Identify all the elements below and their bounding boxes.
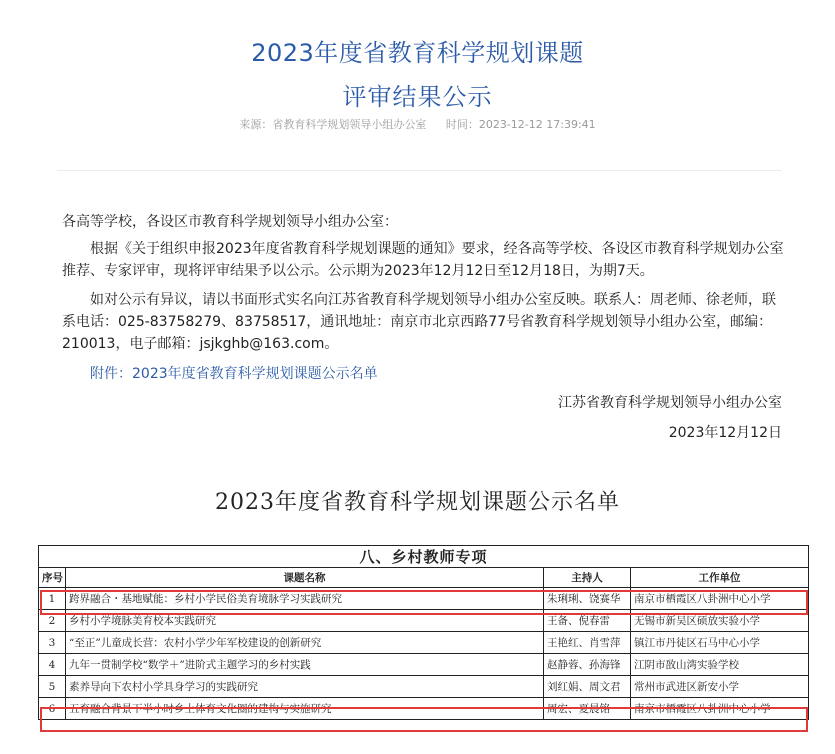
row-host: 赵静蓉、孙海锋 (544, 654, 631, 676)
row-name: 五育融合背景下半小时乡土体育文化圈的建构与实施研究 (66, 698, 544, 720)
header-host: 主持人 (544, 568, 631, 588)
table-row (39, 588, 809, 610)
row-no: 3 (39, 632, 66, 654)
header-name: 课题名称 (66, 568, 544, 588)
table-section-title: 八、乡村教师专项 (39, 546, 809, 568)
row-no: 6 (39, 698, 66, 720)
row-unit: 常州市武进区新安小学 (631, 676, 809, 698)
page-title: 2023年度省教育科学规划课题 (251, 39, 584, 67)
results-table (38, 545, 809, 720)
salutation: 各高等学校，各设区市教育科学规划领导小组办公室： (62, 214, 398, 230)
header-unit: 工作单位 (631, 568, 809, 588)
row-name: 素养导向下农村小学具身学习的实践研究 (66, 676, 544, 698)
row-no: 1 (39, 588, 66, 610)
table-row (39, 654, 809, 676)
row-no: 5 (39, 676, 66, 698)
table-row (39, 698, 809, 720)
row-host: 刘红娟、周文君 (544, 676, 631, 698)
row-host: 朱琍琍、饶赛华 (544, 588, 631, 610)
row-name: “至正”儿童成长营：农村小学少年军校建设的创新研究 (66, 632, 544, 654)
divider (57, 170, 782, 171)
row-unit: 南京市栖霞区八卦洲中心小学 (631, 698, 809, 720)
row-host: 周宏、夏晨铭 (544, 698, 631, 720)
list-title: 2023年度省教育科学规划课题公示名单 (215, 490, 620, 515)
row-unit: 镇江市丹徒区石马中心小学 (631, 632, 809, 654)
row-name: 乡村小学境脉美育校本实践研究 (66, 610, 544, 632)
table-row (39, 610, 809, 632)
page-subtitle: 评审结果公示 (342, 83, 493, 111)
row-no: 4 (39, 654, 66, 676)
header-no: 序号 (39, 568, 66, 588)
row-host: 王艳红、肖雪萍 (544, 632, 631, 654)
signature-date: 2023年12月12日 (668, 425, 782, 441)
article-source: 来源：省教育科学规划领导小组办公室 (239, 118, 427, 131)
table-header-row (39, 568, 809, 588)
attachment-link[interactable]: 附件：2023年度省教育科学规划课题公示名单 (90, 366, 378, 382)
table-row (39, 676, 809, 698)
paragraph-2: 如对公示有异议，请以书面形式实名向江苏省教育科学规划领导小组办公室反映。联系人：周老师、徐老师，联系电话：025-83758279、83758517，通讯地址：南京市北京西路77号省教育科学规划领导小组办公室，邮编：210013，电子邮箱：jsjkghb@163.com。 (62, 292, 776, 352)
article-meta (0, 116, 835, 132)
row-unit: 江阴市敔山湾实验学校 (631, 654, 809, 676)
row-host: 王备、倪春雷 (544, 610, 631, 632)
row-no: 2 (39, 610, 66, 632)
row-unit: 南京市栖霞区八卦洲中心小学 (631, 588, 809, 610)
row-name: 九年一贯制学校“数学＋”进阶式主题学习的乡村实践 (66, 654, 544, 676)
table-row (39, 632, 809, 654)
article-time: 时间：2023-12-12 17:39:41 (445, 118, 596, 131)
paragraph-1: 根据《关于组织申报2023年度省教育科学规划课题的通知》要求，经各高等学校、各设区市教育科学规划办公室推荐、专家评审，现将评审结果予以公示。公示期为2023年12月12日至12月18日，为期7天。 (62, 241, 784, 279)
row-unit: 无锡市新吴区硕放实验小学 (631, 610, 809, 632)
row-name: 跨界融合・基地赋能：乡村小学民俗美育境脉学习实践研究 (66, 588, 544, 610)
signature-org: 江苏省教育科学规划领导小组办公室 (558, 395, 782, 411)
